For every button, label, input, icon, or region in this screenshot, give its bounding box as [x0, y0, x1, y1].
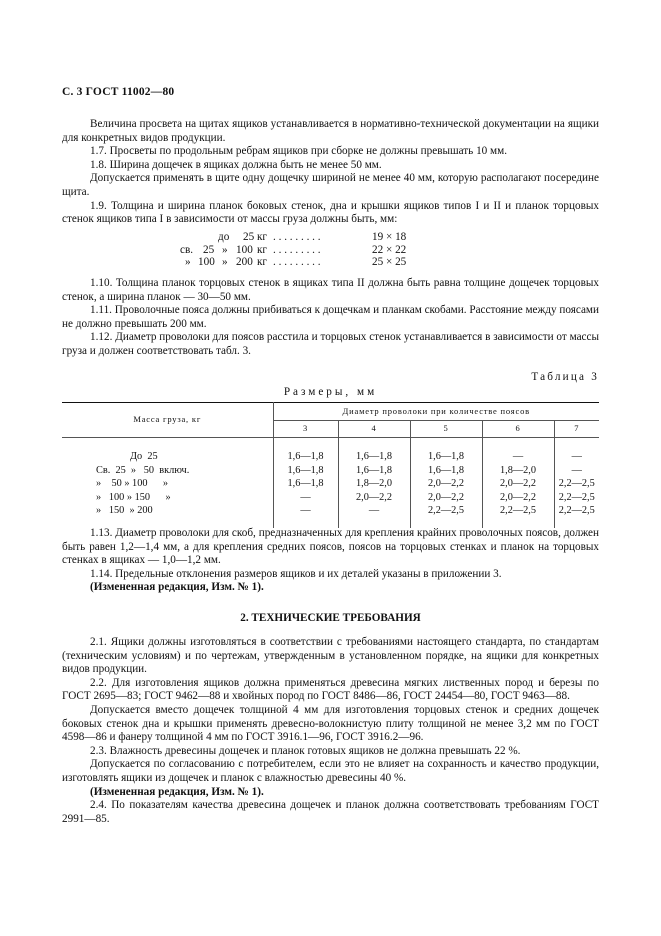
paragraph: 1.10. Толщина планок торцовых стенок в ящиках типа II должна быть равна толщине дощечек торцовых стенок, а ширина планок — 30—50 мм. [62, 277, 599, 303]
cell: 2,2—2,5 [554, 504, 599, 528]
table-subtitle: Размеры, мм [283, 386, 378, 398]
paragraph: 1.11. Проволочные пояса должны прибиваться к дощечкам и планкам скобами. Расстояние между поясами не должно превышать 200 мм. [62, 304, 599, 330]
cell: 1,8—2,0 [338, 477, 410, 491]
cell: 2,2—2,5 [410, 504, 482, 528]
column-header-number: 3 [273, 421, 338, 438]
cell: — [554, 464, 599, 478]
sizes-v2: 100 [236, 243, 253, 256]
text-block-4 [62, 636, 599, 826]
paragraph: Величина просвета на щитах ящиков устанавливается в нормативно-технической документации на ящики для конкретных видов продукции. [62, 118, 599, 144]
cell-mass: » 50 » 100 » [96, 478, 169, 490]
sizes-unit: кг [257, 256, 268, 269]
sizes-prefix: св. [180, 243, 194, 256]
wire-diameter-table [62, 402, 599, 528]
paragraph: Допускается применять в щите одну дощечку шириной не менее 40 мм, которую располагают посередине щита. [62, 172, 599, 198]
cell: 2,0—2,2 [410, 477, 482, 491]
cell: 2,2—2,5 [554, 491, 599, 505]
sizes-from: до [218, 231, 230, 243]
edit-note: (Измененная редакция, Изм. № 1). [90, 581, 264, 594]
sizes-sep: » [222, 256, 228, 269]
cell: — [273, 491, 338, 505]
cell: — [554, 438, 599, 464]
cell: 2,2—2,5 [482, 504, 554, 528]
sizes-sep: » [222, 243, 228, 256]
sizes-v2: 200 [236, 256, 253, 269]
cell: — [338, 504, 410, 528]
cell: 2,0—2,2 [482, 477, 554, 491]
cell: — [482, 438, 554, 464]
paragraph: 2.2. Для изготовления ящиков должна применяться древесина мягких лиственных пород и березы по ГОСТ 2695—83; ГОСТ 9462—88 и хвойных пород по ГОСТ 8486—86, ГОСТ 24454—80, ГОСТ 9463—88. [62, 676, 599, 703]
column-header-number: 5 [410, 421, 482, 438]
sizes-unit: кг [257, 243, 268, 256]
paragraph: 2.1. Ящики должны изготовляться в соответствии с требованиями настоящего стандарта, по стандартам (техническим условиям) и по чертежам, утвержденным в установленном порядке, на ящики для конкретных видов продукции. [62, 636, 599, 676]
paragraph: 1.8. Ширина дощечек в ящиках должна быть не менее 50 мм. [90, 158, 382, 171]
cell: 1,6—1,8 [338, 464, 410, 478]
cell: 2,0—2,2 [482, 491, 554, 505]
cell: 1,6—1,8 [338, 438, 410, 464]
column-header-group: Диаметр проволоки при количестве поясов [273, 403, 599, 421]
sizes-dimension: 25 × 25 [372, 256, 407, 269]
cell: 1,6—1,8 [273, 464, 338, 478]
cell-mass: » 100 » 150 » [96, 491, 171, 503]
cell: 1,6—1,8 [410, 438, 482, 464]
sizes-v1: 100 [198, 256, 215, 269]
paragraph: 1.9. Толщина и ширина планок боковых стенок, дна и крышки ящиков типов I и II и планок торцовых стенок ящиков типа I в зависимости от массы груза должны быть, мм: [62, 199, 599, 226]
text-block-2 [62, 277, 599, 359]
sizes-dots: . . . . . . . . . [273, 231, 321, 243]
paragraph: 2.4. По показателям качества древесина дощечек и планок должна соответствовать требованиям ГОСТ 2991—85. [62, 799, 599, 825]
paragraph: 1.7. Просветы по продольным ребрам ящиков при сборке не должны превышать 10 мм. [90, 145, 508, 158]
column-header-number: 4 [338, 421, 410, 438]
cell: 2,0—2,2 [410, 491, 482, 505]
paragraph: 1.13. Диаметр проволоки для скоб, предназначенных для крепления крайних проволочных поясов, должен быть равен 1,2—1,4 мм, а для крепления средних поясов, поясов на торцовых стенках и планок на торцовых стенках в ящиках — 1,0—1,2 мм. [62, 527, 599, 567]
sizes-dimension: 19 × 18 [372, 231, 407, 243]
paragraph: Допускается вместо дощечек толщиной 4 мм для изготовления торцовых стенок и средних дощечек боковых стенок дна и крышки применять древесно-волокнистую плиту толщиной не менее 3,2 мм по ГОСТ 4598—86 и фанеру толщиной 4 мм по ГОСТ 3916.1—96, ГОСТ 3916.2—96. [62, 703, 599, 744]
sizes-prefix: » [185, 256, 191, 269]
table-row [62, 491, 599, 505]
paragraph: 1.12. Диаметр проволоки для поясов расстила и торцовых стенок устанавливается в зависимости от массы груза и должен соответствовать табл. 3. [62, 331, 599, 357]
paragraph: 1.14. Предельные отклонения размеров ящиков и их деталей указаны в приложении 3. [90, 567, 502, 580]
cell: — [273, 504, 338, 528]
paragraph: Допускается по согласованию с потребителем, если это не влияет на сохранность и качество продукции, изготовлять ящики из дощечек и планок с влажностью древесины 40 %. [62, 758, 599, 784]
column-header-number: 7 [554, 421, 599, 438]
sizes-dots: . . . . . . . . . [273, 256, 321, 269]
sizes-unit: кг [257, 231, 268, 243]
cell: 2,2—2,5 [554, 477, 599, 491]
cell-mass: » 150 » 200 [96, 505, 153, 517]
table-row [62, 438, 599, 464]
sizes-row [0, 256, 661, 269]
cell: 1,6—1,8 [273, 477, 338, 491]
cell: 1,6—1,8 [273, 438, 338, 464]
sizes-v1: 25 [243, 231, 255, 243]
page-header: С. 3 ГОСТ 11002—80 [62, 86, 175, 98]
cell: 2,0—2,2 [338, 491, 410, 505]
sizes-v1: 25 [203, 243, 215, 256]
cell-mass: До 25 [130, 451, 158, 462]
sizes-row [0, 231, 661, 244]
paragraph: 2.3. Влажность древесины дощечек и планок готовых ящиков не должна превышать 22 %. [90, 744, 521, 757]
column-header-number: 6 [482, 421, 554, 438]
text-block-1 [62, 118, 599, 227]
table-row [62, 504, 599, 528]
sizes-dimension: 22 × 22 [372, 243, 407, 256]
edit-note: (Измененная редакция, Изм. № 1). [90, 785, 264, 798]
table-caption: Таблица 3 [531, 371, 599, 383]
table-row [62, 477, 599, 491]
cell: 1,6—1,8 [410, 464, 482, 478]
section-title: 2. ТЕХНИЧЕСКИЕ ТРЕБОВАНИЯ [240, 612, 421, 624]
sizes-list [0, 231, 661, 269]
sizes-dots: . . . . . . . . . [273, 243, 321, 256]
column-header-mass: Масса груза, кг [62, 403, 273, 438]
table-row [62, 464, 599, 478]
text-block-3 [62, 527, 599, 595]
cell: 1,8—2,0 [482, 464, 554, 478]
cell-mass: Св. 25 » 50 включ. [96, 464, 190, 476]
sizes-row [0, 244, 661, 257]
